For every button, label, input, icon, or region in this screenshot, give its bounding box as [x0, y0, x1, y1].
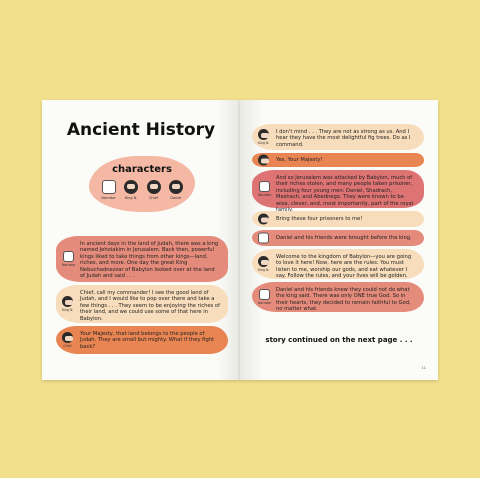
speaker	[62, 296, 73, 312]
chief-face-icon	[62, 332, 73, 343]
king-face-icon	[258, 256, 269, 267]
speaker	[62, 332, 73, 348]
speaker-label: King N.	[258, 268, 270, 272]
character-label: Chief	[148, 196, 159, 200]
scroll-icon	[63, 251, 74, 262]
page-number: 11	[421, 366, 426, 370]
scroll-icon	[259, 289, 270, 300]
dialogue-text: Your Majesty, that land belongs to the people of Judah. They are small but mighty. What if they fight back?	[80, 331, 215, 350]
speaker	[258, 256, 269, 272]
speaker-label: King N.	[258, 141, 270, 145]
dialogue-text: And so Jerusalem was attacked by Babylon, much of their riches stolen, and many people taken prisoner, including four young men: Daniel, Shadrach, Meshach, and Abednego. They were known to be wise, clever, and, most importantly, part of the royal	[276, 175, 414, 207]
dialogue-bubble	[252, 230, 424, 246]
scroll-icon	[258, 233, 269, 244]
speaker	[258, 155, 269, 166]
scroll-icon	[259, 181, 270, 192]
dialogue-text: Welcome to the kingdom of Babylon—you are going to love it here! Now, here are the rules: You must listen to me, worship our gods, and eat whatever I say. Follow the rules, and your lives will be golden.	[276, 254, 412, 280]
king-face-icon	[124, 180, 138, 194]
dialogue-text: Chief, call my commander! I see the good land of Judah, and I would like to pop over there and take a few things . . . They seem to be enjoying the riches of their land, and we could use some of that here in Babylon.	[80, 290, 220, 322]
king-face-icon	[62, 296, 73, 307]
characters-panel	[89, 156, 195, 212]
dialogue-text: I don't mind . . . They are not as strong as us. And I hear they have the most delightful fig trees. Do as I command.	[276, 129, 411, 148]
character-label: Narrator	[101, 196, 116, 200]
characters-title: characters	[112, 164, 172, 175]
dialogue-bubble	[56, 285, 228, 323]
character-narrator	[101, 180, 116, 200]
dialogue-bubble	[56, 236, 228, 282]
dialogue-text: Daniel and his friends knew they could not do what the king said. There was only ONE true God. So in their hearts, they decided to remain faithful to God, no matter what.	[276, 287, 411, 313]
speaker-label: Narrator	[62, 263, 76, 267]
speaker-label: Narrator	[258, 193, 272, 197]
speaker	[258, 129, 269, 145]
daniel-face-icon	[169, 180, 183, 194]
speaker	[258, 214, 269, 225]
dialogue-bubble	[252, 249, 424, 279]
right-page	[240, 100, 438, 380]
left-page	[42, 100, 240, 380]
characters-list	[97, 180, 187, 200]
character-label: Daniel	[170, 196, 182, 200]
dialogue-bubble	[252, 153, 424, 167]
character-king	[124, 180, 138, 200]
dialogue-text: Yes, Your Majesty!	[276, 157, 323, 163]
speaker-label: King N.	[62, 308, 74, 312]
dialogue-bubble	[252, 282, 424, 312]
page-title: Ancient History	[66, 120, 216, 140]
character-label: King N.	[124, 196, 138, 200]
open-book	[42, 100, 438, 380]
chief-face-icon	[258, 155, 269, 166]
character-daniel	[169, 180, 183, 200]
speaker-label: Chief	[63, 344, 72, 348]
dialogue-bubble	[252, 211, 424, 227]
dialogue-text: Daniel and his friends were brought before the king.	[276, 235, 412, 241]
speaker	[258, 233, 269, 244]
continued-note: story continued on the next page . . .	[265, 336, 413, 344]
dialogue-bubble	[252, 170, 424, 208]
speaker-label: Narrator	[258, 301, 272, 305]
dialogue-bubble	[252, 124, 424, 150]
king-face-icon	[258, 214, 269, 225]
speaker	[258, 289, 271, 305]
chief-face-icon	[147, 180, 161, 194]
king-face-icon	[258, 129, 269, 140]
dialogue-text: In ancient days in the land of Judah, there was a king named Jehoiakim in Jerusalem. Back then, powerful kings liked to take things from other kings—land, riches, and more. One day the great King Nebuchadnezzar of Babylon looked over at the land of Judah and said . . .	[80, 241, 219, 280]
speaker	[62, 251, 75, 267]
dialogue-bubble	[56, 326, 228, 354]
speaker	[258, 181, 271, 197]
character-chief	[147, 180, 161, 200]
dialogue-text: Bring these four prisoners to me!	[276, 216, 363, 222]
scroll-icon	[102, 180, 116, 194]
